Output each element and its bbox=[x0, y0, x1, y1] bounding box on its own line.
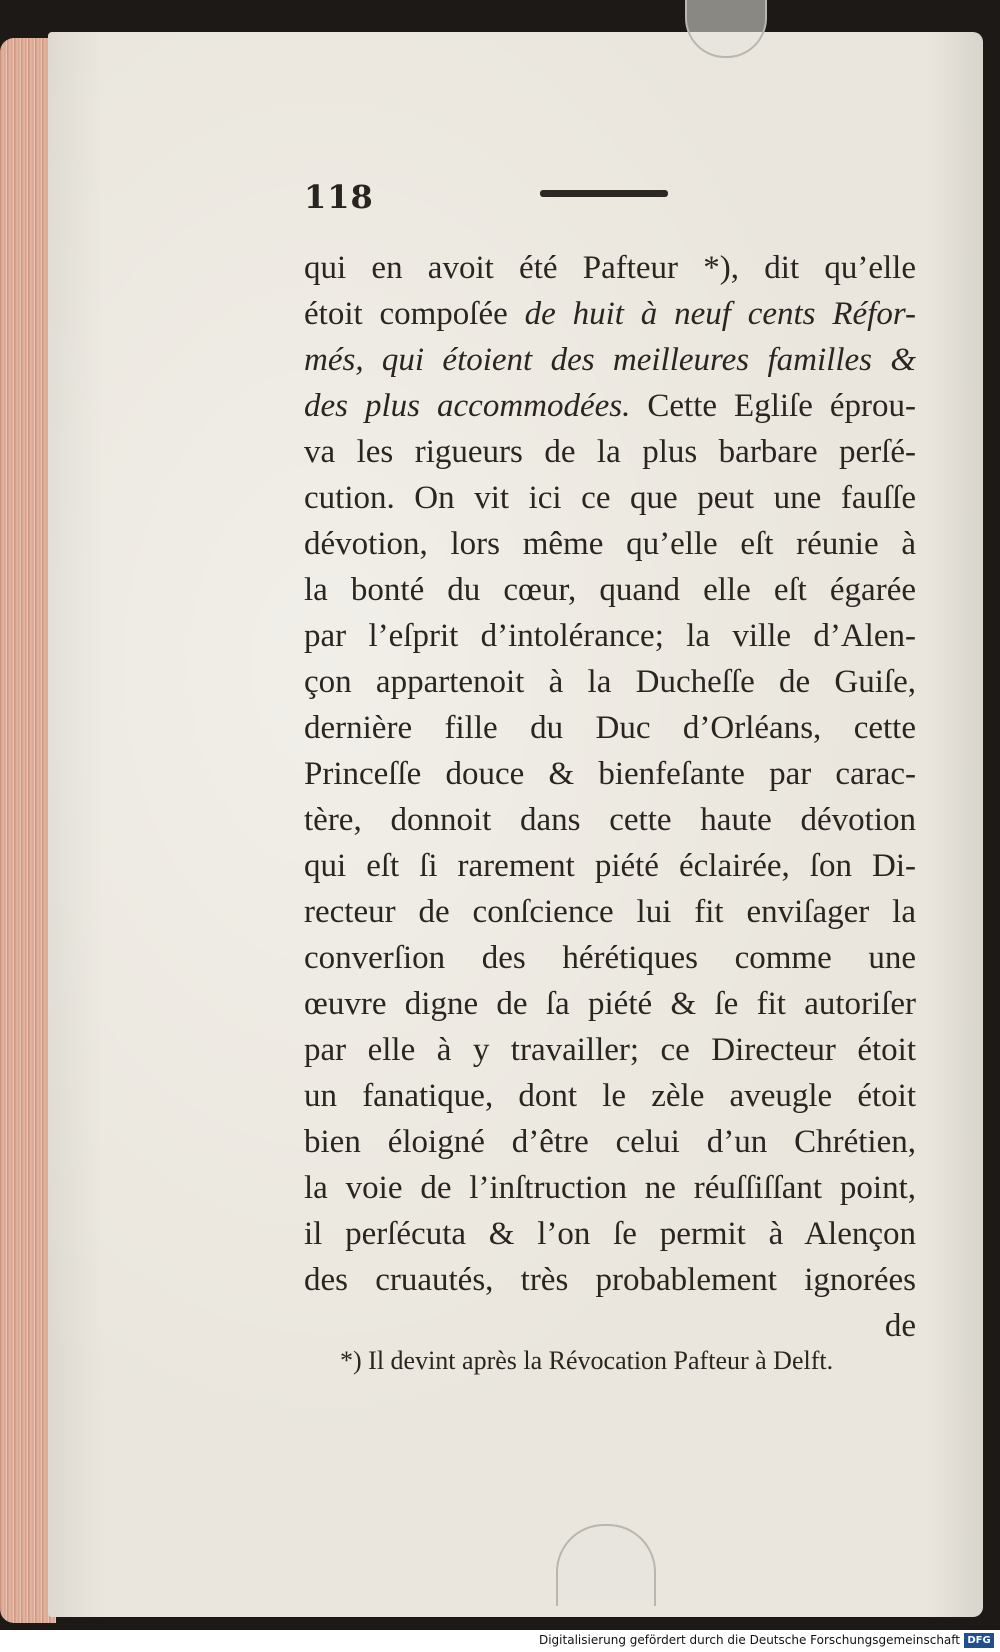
text-span: par elle à y travailler; ce Directeur étoit bbox=[304, 1032, 916, 1068]
text-span: tère, donnoit dans cette haute dévotion bbox=[304, 802, 916, 838]
text-line bbox=[304, 1027, 916, 1073]
text-line bbox=[304, 659, 916, 705]
text-line bbox=[304, 797, 916, 843]
text-span: des cruautés, très probablement ignorées bbox=[304, 1262, 916, 1298]
footer-bar bbox=[0, 1630, 1000, 1652]
text-line bbox=[304, 1211, 916, 1257]
text-line bbox=[304, 705, 916, 751]
text-line bbox=[304, 751, 916, 797]
footer-credit: Digitalisierung gefördert durch die Deutsche Forschungsgemeinschaft bbox=[538, 1633, 960, 1647]
text-line bbox=[304, 981, 916, 1027]
text-span: Princeſſe douce & bienfeſante par carac- bbox=[304, 756, 916, 792]
text-line bbox=[304, 475, 916, 521]
text-line bbox=[304, 383, 916, 429]
text-line bbox=[304, 1165, 916, 1211]
text-line bbox=[304, 935, 916, 981]
text-span: cution. On vit ici ce que peut une fauſſe bbox=[304, 480, 916, 516]
text-span: converſion des hérétiques comme une bbox=[304, 940, 916, 976]
italic-text-span: des plus accommodées. bbox=[304, 388, 631, 424]
text-span: un fanatique, dont le zèle aveugle étoit bbox=[304, 1078, 916, 1114]
text-span: çon appartenoit à la Ducheſſe de Guiſe, bbox=[304, 664, 916, 700]
text-span: étoit compoſée bbox=[304, 296, 525, 332]
dfg-logo: DFG bbox=[964, 1633, 994, 1648]
text-span: va les rigueurs de la plus barbare perſé- bbox=[304, 434, 916, 470]
text-span: qui eſt ſi rarement piété éclairée, ſon Di- bbox=[304, 848, 916, 884]
text-line bbox=[304, 1257, 916, 1303]
text-span: dévotion, lors même qu’elle eſt réunie à bbox=[304, 526, 916, 562]
text-line bbox=[304, 1303, 916, 1349]
page-number: 118 bbox=[304, 178, 374, 216]
body-text bbox=[304, 245, 916, 1349]
text-span: il perſécuta & l’on ſe permit à Alençon bbox=[304, 1216, 916, 1252]
text-span: dernière fille du Duc d’Orléans, cette bbox=[304, 710, 916, 746]
text-line bbox=[304, 889, 916, 935]
text-span: la bonté du cœur, quand elle eſt égarée bbox=[304, 572, 916, 608]
text-span: Cette Egliſe éprou- bbox=[630, 388, 916, 424]
text-line bbox=[304, 613, 916, 659]
text-span: bien éloigné d’être celui d’un Chrétien, bbox=[304, 1124, 916, 1160]
text-line bbox=[304, 521, 916, 567]
text-line bbox=[304, 567, 916, 613]
text-line bbox=[304, 1119, 916, 1165]
text-line bbox=[304, 1073, 916, 1119]
text-span: la voie de l’inſtruction ne réuſſiſſant point, bbox=[304, 1170, 916, 1206]
footnote: *) Il devint après la Révocation Pafteur à Delft. bbox=[340, 1346, 834, 1375]
text-line bbox=[304, 291, 916, 337]
italic-text-span: de huit à neuf cents Réfor- bbox=[524, 296, 916, 332]
italic-text-span: més, qui étoient des meilleures familles & bbox=[304, 342, 916, 378]
text-span: par l’eſprit d’intolérance; la ville d’Alen- bbox=[304, 618, 916, 654]
text-line bbox=[304, 429, 916, 475]
page-clip-bottom bbox=[556, 1524, 656, 1606]
text-line bbox=[304, 337, 916, 383]
text-span: œuvre digne de ſa piété & ſe fit autoriſer bbox=[304, 986, 916, 1022]
text-line bbox=[304, 843, 916, 889]
text-span: qui en avoit été Pafteur *), dit qu’elle bbox=[304, 250, 916, 286]
text-span: de bbox=[884, 1308, 916, 1344]
header-rule bbox=[540, 190, 668, 197]
text-span: recteur de conſcience lui fit enviſager la bbox=[304, 894, 916, 930]
text-line bbox=[304, 245, 916, 291]
